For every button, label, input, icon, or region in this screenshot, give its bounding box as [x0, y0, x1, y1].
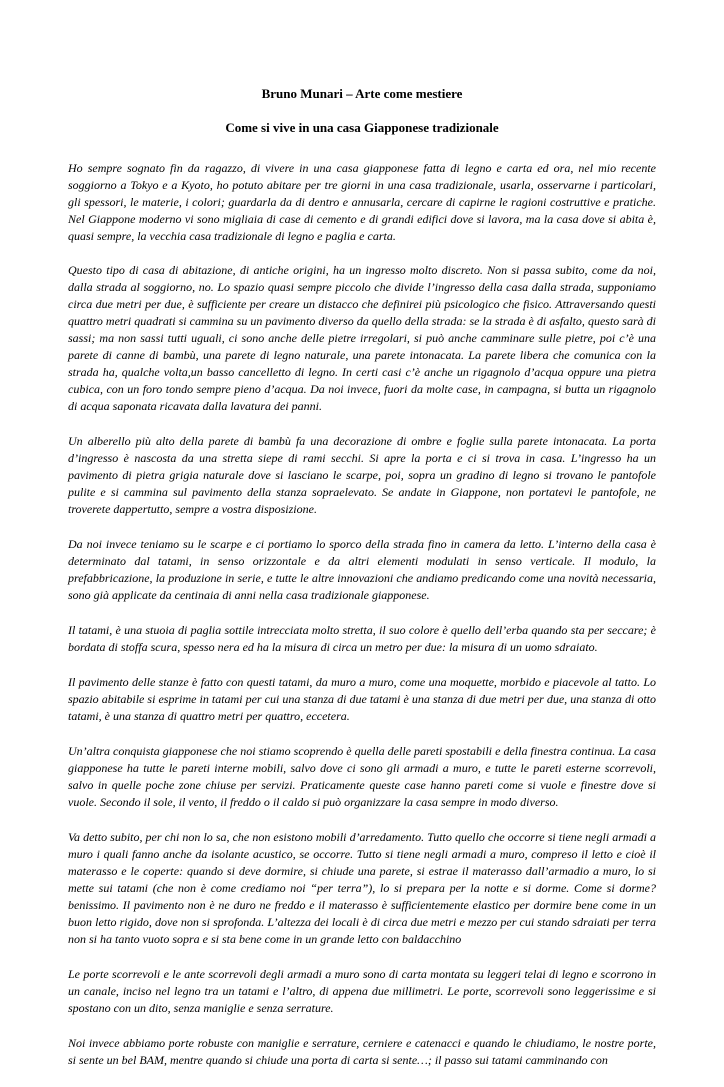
document-body	[68, 160, 656, 1087]
paragraph-5: Il tatami, è una stuoia di paglia sottile intrecciata molto stretta, il suo colore è quello dell’erba quando sta per seccare; è bordata di stoffa scura, spesso nera ed ha la misura di circa un metro per due: la misura di un uomo sdraiato.	[68, 623, 656, 654]
paragraph-3: Un alberello più alto della parete di bambù fa una decorazione di ombre e foglie sulla parete intonacata. La porta d’ingresso è nascosta da una stretta siepe di rami secchi. Si apre la porta e ci si trova in casa. L’ingresso ha un pavimento di pietra grigia naturale dove si lasciano le scarpe, poi, sopra un gradino di legno si trovano le pantofole pulite e si cammina sul pavimento della stanza sopraelevato. Se andate in Giappone, non portatevi le pantofole, ne troverete dappertutto, sempre a vostra disposizione.	[68, 434, 656, 516]
paragraph-6: Il pavimento delle stanze è fatto con questi tatami, da muro a muro, come una moquette, morbido e piacevole al tatto. Lo spazio abitabile si esprime in tatami per cui una stanza di due tatami è una stanza di due metri per due, una stanza di otto tatami, è una stanza di quattro metri per quattro, eccetera.	[68, 675, 656, 723]
paragraph-4: Da noi invece teniamo su le scarpe e ci portiamo lo sporco della strada fino in camera da letto. L’interno della casa è determinato dal tatami, in senso orizzontale e da altri elementi modulati in senso verticale. Il modulo, la prefabbricazione, la produzione in serie, e tutte le altre innovazioni che andiamo predicando come una novità necessaria, sono già applicate da centinaia di anni nella casa tradizionale giapponese.	[68, 537, 656, 602]
paragraph-7: Un’altra conquista giapponese che noi stiamo scoprendo è quella delle pareti spostabili e della finestra continua. La casa giapponese ha tutte le pareti interne mobili, salvo dove ci sono gli armadi a muro, e tutte le pareti esterne scorrevoli, salvo in quelle poche zone chiuse per servizi. Praticamente queste case hanno pareti come si vuole e finestre dove si vuole. Secondo il sole, il vento, il freddo o il caldo si può organizzare la casa sempre in modo diverso.	[68, 744, 656, 809]
document-subtitle: Come si vive in una casa Giapponese tradizionale	[225, 120, 499, 135]
paragraph-10: Noi invece abbiamo porte robuste con maniglie e serrature, cerniere e catenacci e quando le chiudiamo, le nostre porte, si sente un bel BAM, mentre quando si chiude una porta di carta si sente…; il passo sui tatami camminando con	[68, 1036, 656, 1067]
paragraph-1: Ho sempre sognato fin da ragazzo, di vivere in una casa giapponese fatta di legno e carta ed ora, nel mio recente soggiorno a Tokyo e a Kyoto, ho potuto abitare per tre giorni in una casa tradizionale, usarla, osservarne i particolari, gli spessori, le materie, i colori; guardarla da di dentro e annusarla, cercare di capirne le ragioni costruttive e pratiche. Nel Giappone moderno vi sono migliaia di case di cemento e di grandi edifici dove si lavora, ma la casa dove si abita è, quasi sempre, la vecchia casa tradizionale di legno e paglia e carta.	[68, 161, 656, 243]
paragraph-8: Va detto subito, per chi non lo sa, che non esistono mobili d’arredamento. Tutto quello che occorre si tiene negli armadi a muro i quali fanno anche da isolante acustico, se occorre. Tutto si tiene negli armadi a muro, compreso il letto e cioè il materasso e le coperte: quando si deve dormire, si chiude una parete, si estrae il materasso dall’armadio a muro, lo si mette sui tatami (che non è come crediamo noi “per terra”), lo si prepara per la notte e si dorme. Come si dorme? benissimo. Il pavimento non è ne duro ne freddo e il materasso è sufficientemente elastico per dormire bene come in un buon letto rigido, dove non si sprofonda. L’altezza dei locali è di circa due metri e mezzo per cui stando sdraiati per terra non si ha tanto vuoto sopra e si sta bene come in un grande letto con baldacchino	[68, 830, 656, 946]
paragraph-9: Le porte scorrevoli e le ante scorrevoli degli armadi a muro sono di carta montata su leggeri telai di legno e scorrono in un canale, inciso nel legno tra un tatami e l’altro, di appena due millimetri. Le porte, scorrevoli sono leggerissime e si spostano con un dito, senza maniglie e senza serrature.	[68, 967, 656, 1015]
paragraph-2: Questo tipo di casa di abitazione, di antiche origini, ha un ingresso molto discreto. Non si passa subito, come da noi, dalla strada al soggiorno, no. Lo spazio quasi sempre piccolo che divide l’ingresso della casa dalla strada, supponiamo circa due metri per due, è sufficiente per creare un distacco che definirei più psicologico che fisico. Attraversando questi quattro metri quadrati si cammina su un pavimento diverso da quello della strada: se la strada è di asfalto, questo sarà di sassi; ma non sassi tutti uguali, ci sono anche delle pietre irregolari, si può anche camminare sulle pietre, poi c’è una parete di canne di bambù, una parete di legno naturale, una parete intonacata. La parete libera che comunica con la strada ha, qualche volta,un basso cancelletto di legno. In certi casi c’è anche un rigagnolo d’acqua oppure una pietra cubica, con un foro tondo sempre pieno d’acqua. Da noi invece, fuori da molte case, in campagna, si butta un rigagnolo di acqua saponata ricavata dalla lavatura dei panni.	[68, 263, 656, 413]
document-title: Bruno Munari – Arte come mestiere	[261, 86, 463, 101]
